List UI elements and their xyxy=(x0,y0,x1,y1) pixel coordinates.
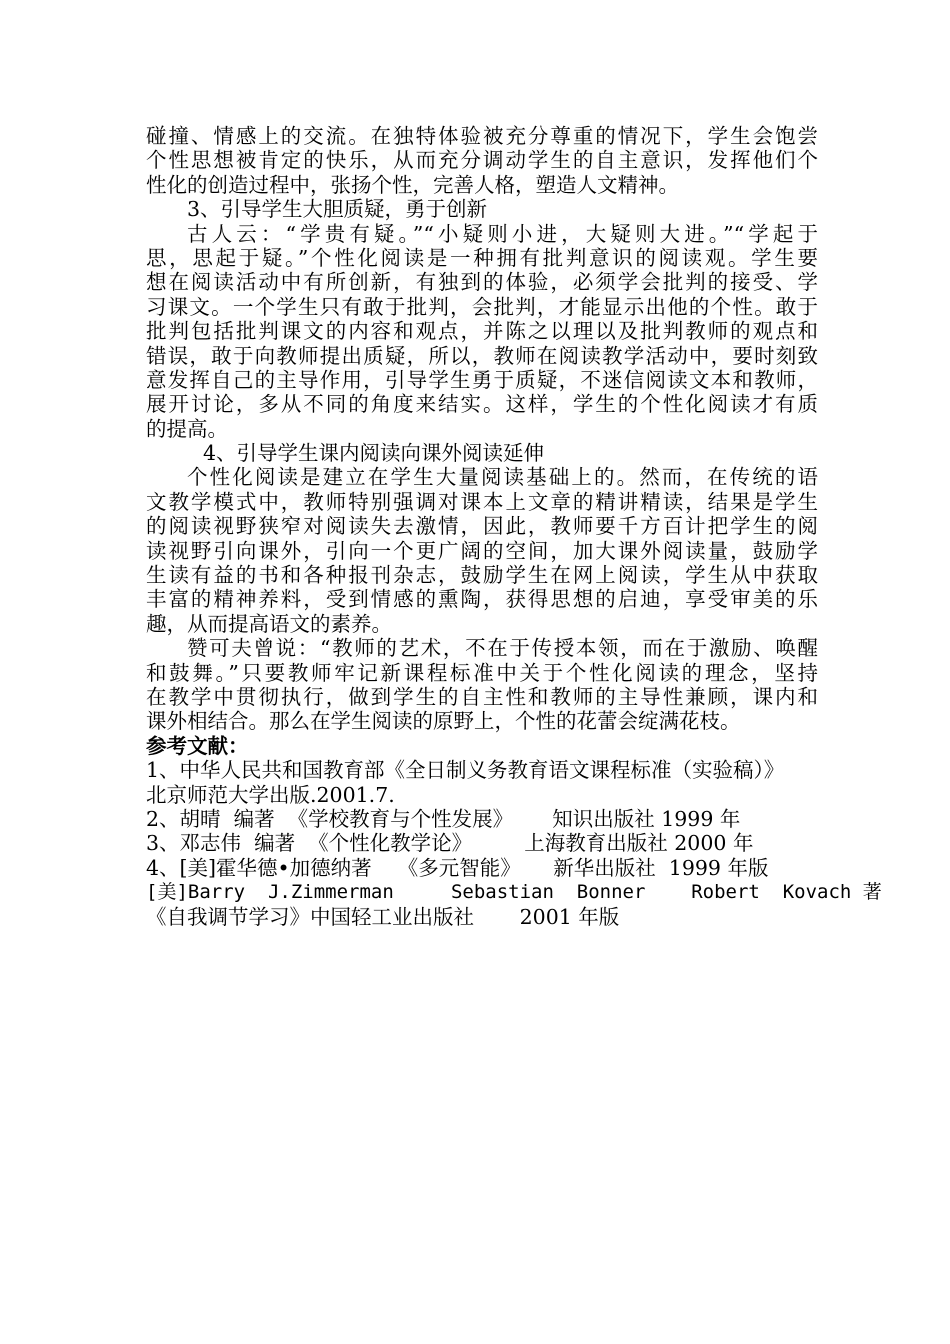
text-line: 性化的创造过程中，张扬个性，完善人格，塑造人文精神。 xyxy=(146,172,679,197)
document-page xyxy=(146,124,882,929)
paragraph-3 xyxy=(146,465,818,636)
reference-item: [美]Barry J.Zimmerman Sebastian Bonner Robert Kovach 著 xyxy=(146,881,882,904)
paragraph-1 xyxy=(146,124,818,197)
references-section xyxy=(146,733,882,929)
text-line: 碰撞、情感上的交流。在独特体验被充分尊重的情况下，学生会饱尝 xyxy=(146,124,818,148)
text-line: 在教学中贯彻执行，做到学生的自主性和教师的主导性兼顾，课内和 xyxy=(146,684,818,709)
references-heading: 参考文献： xyxy=(146,733,249,758)
section-heading-4 xyxy=(146,441,818,465)
text-line: 个性化阅读是建立在学生大量阅读基础上的。然而，在传统的语 xyxy=(187,465,818,490)
text-line: 想在阅读活动中有所创新，有独到的体验，必须学会批判的接受、学 xyxy=(146,270,818,295)
text-line: 3、引导学生大胆质疑，勇于创新 xyxy=(187,197,488,222)
text-line: 读视野引向课外，引向一个更广阔的空间，加大课外阅读量，鼓励学 xyxy=(146,538,818,563)
text-line: 生读有益的书和各种报刊杂志，鼓励学生在网上阅读，学生从中获取 xyxy=(146,563,818,588)
paragraph-2 xyxy=(146,222,818,442)
text-line: 意发挥自己的主导作用，引导学生勇于质疑，不迷信阅读文本和教师， xyxy=(146,367,818,392)
text-line: 的阅读视野狭窄对阅读失去激情，因此，教师要千方百计把学生的阅 xyxy=(146,514,818,539)
text-line: 批判包括批判课文的内容和观点，并陈之以理以及批判教师的观点和 xyxy=(146,319,818,344)
text-line: 个性思想被肯定的快乐，从而充分调动学生的自主意识，发挥他们个 xyxy=(146,148,818,173)
text-line: 古人云：“学贵有疑。”“小疑则小进，大疑则大进。”“学起于 xyxy=(187,221,818,246)
reference-item: 3、邓志伟 编著 《个性化教学论》 上海教育出版社 2000 年 xyxy=(146,831,754,856)
text-line: 习课文。一个学生只有敢于批判，会批判，才能显示出他的个性。敢于 xyxy=(146,294,818,319)
reference-item: 2、胡晴 编著 《学校教育与个性发展》 知识出版社 1999 年 xyxy=(146,806,741,831)
section-heading-3 xyxy=(146,197,818,221)
reference-item: 《自我调节学习》中国轻工业出版社 2001 年版 xyxy=(146,904,620,929)
text-line: 思，思起于疑。”个性化阅读是一种拥有批判意识的阅读观。学生要 xyxy=(146,245,818,270)
text-line: 丰富的精神养料，受到情感的熏陶，获得思想的启迪，享受审美的乐 xyxy=(146,587,818,612)
text-line: 趣，从而提高语文的素养。 xyxy=(146,611,392,636)
reference-item: 1、中华人民共和国教育部《全日制义务教育语文课程标准（实验稿）》 xyxy=(146,758,785,783)
text-line: 课外相结合。那么在学生阅读的原野上，个性的花蕾会绽满花枝。 xyxy=(146,709,741,734)
text-line: 和鼓舞。”只要教师牢记新课程标准中关于个性化阅读的理念，坚持 xyxy=(146,660,818,685)
text-line: 错误，敢于向教师提出质疑，所以，教师在阅读教学活动中，要时刻致 xyxy=(146,343,818,368)
text-line: 的提高。 xyxy=(146,416,228,441)
text-line: 4、引导学生课内阅读向课外阅读延伸 xyxy=(203,441,545,466)
text-line: 展开讨论，多从不同的角度来结实。这样，学生的个性化阅读才有质 xyxy=(146,392,818,417)
reference-item: 北京师范大学出版.2001.7. xyxy=(146,782,395,807)
text-line: 文教学模式中，教师特别强调对课本上文章的精讲精读，结果是学生 xyxy=(146,489,818,514)
paragraph-4 xyxy=(146,636,818,734)
reference-item: 4、[美]霍华德•加德纳著 《多元智能》 新华出版社 1999 年版 xyxy=(146,855,769,880)
text-line: 赞可夫曾说：“教师的艺术，不在于传授本领，而在于激励、唤醒 xyxy=(187,636,818,661)
